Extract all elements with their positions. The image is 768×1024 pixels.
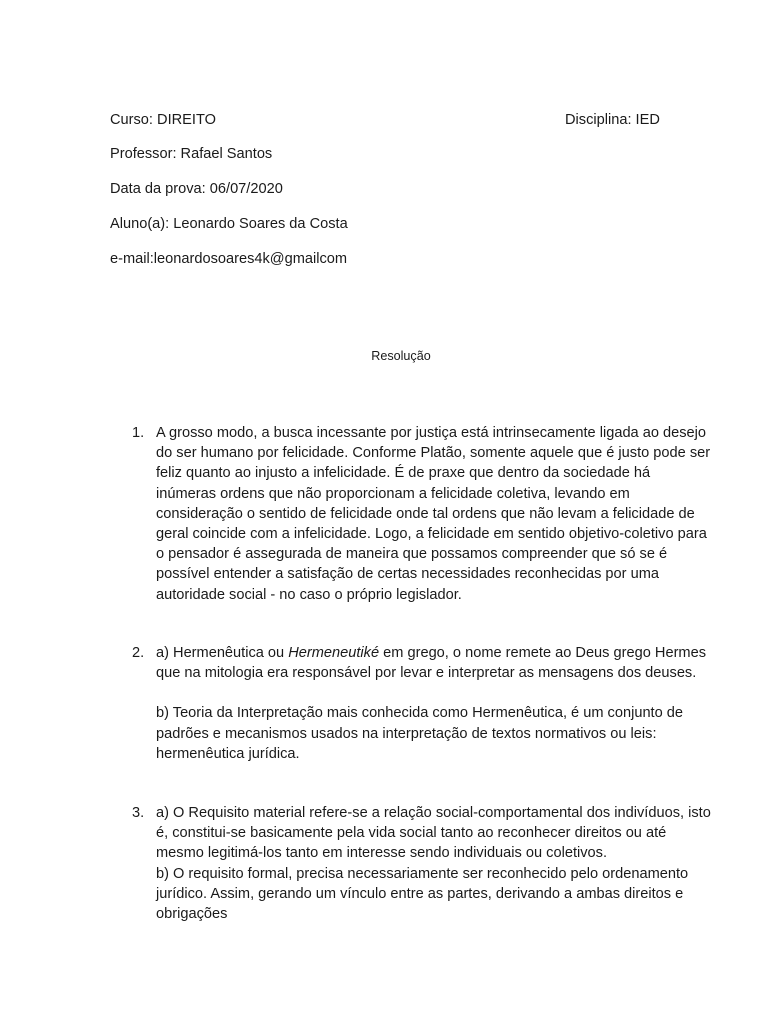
answer-part-b: b) Teoria da Interpretação mais conhecida como Hermenêutica, é um conjunto de padrões e mecanismos usados na interpretação de textos normativos ou leis: hermenêutica jurídica. (156, 705, 684, 762)
email-label: e-mail:leonardosoares4k@gmailcom (110, 251, 348, 267)
professor-label: Professor: Rafael Santos (110, 146, 273, 162)
answer-item-2 (132, 643, 712, 764)
section-title: Resolução (371, 349, 431, 363)
answer-part-b: b) O requisito formal, precisa necessariamente ser reconhecido pelo ordenamento jurídico. Assim, gerando um vínculo entre as partes, derivando a ambas direitos e obrigações (156, 865, 689, 923)
exam-date-label: Data da prova: 06/07/2020 (110, 181, 283, 197)
item-number: 2. (132, 645, 145, 661)
part-a-italic-term: Hermeneutiké (288, 645, 380, 661)
answer-item-1 (132, 423, 712, 605)
part-a-suffix: em grego, o nome remete ao Deus grego Hermes que na mitologia era responsável por levar e interpretar as mensagens dos deuses. (156, 645, 706, 682)
answer-part-a: a) O Requisito material refere-se a relação social-comportamental dos indivíduos, isto é, constitui-se basicamente pela vida social tanto ao reconhecer direitos ou até mesmo legitimá-los tanto em interesse sendo individuais ou coletivos. (156, 805, 711, 862)
course-label: Curso: DIREITO (110, 112, 216, 128)
item-number: 1. (132, 425, 145, 441)
answer-part-a (156, 643, 712, 683)
student-label: Aluno(a): Leonardo Soares da Costa (110, 216, 348, 232)
part-a-prefix: a) Hermenêutica ou (156, 645, 289, 661)
answer-item-3 (132, 803, 712, 924)
item-number: 3. (132, 805, 145, 821)
answer-text: A grosso modo, a busca incessante por justiça está intrinsecamente ligada ao desejo do ser humano por felicidade. Conforme Platão, somente aquele que é justo pode ser feliz quanto ao injusto a infelicidade. É de praxe que dentro da sociedade há inúmeras ordens que não proporcionam a felicidade coletiva, levando em consideração o sentido de felicidade onde tal ordens que não levam a felicidade de geral coincide com a infelicidade. Logo, a felicidade em sentido objetivo-coletivo para o pensador é assegurada de maneira que possamos compreender que só se é possível entender a satisfação de certas necessidades reconhecidas por uma autoridade social - no caso o próprio legislador. (156, 425, 711, 603)
discipline-label: Disciplina: IED (565, 112, 660, 128)
